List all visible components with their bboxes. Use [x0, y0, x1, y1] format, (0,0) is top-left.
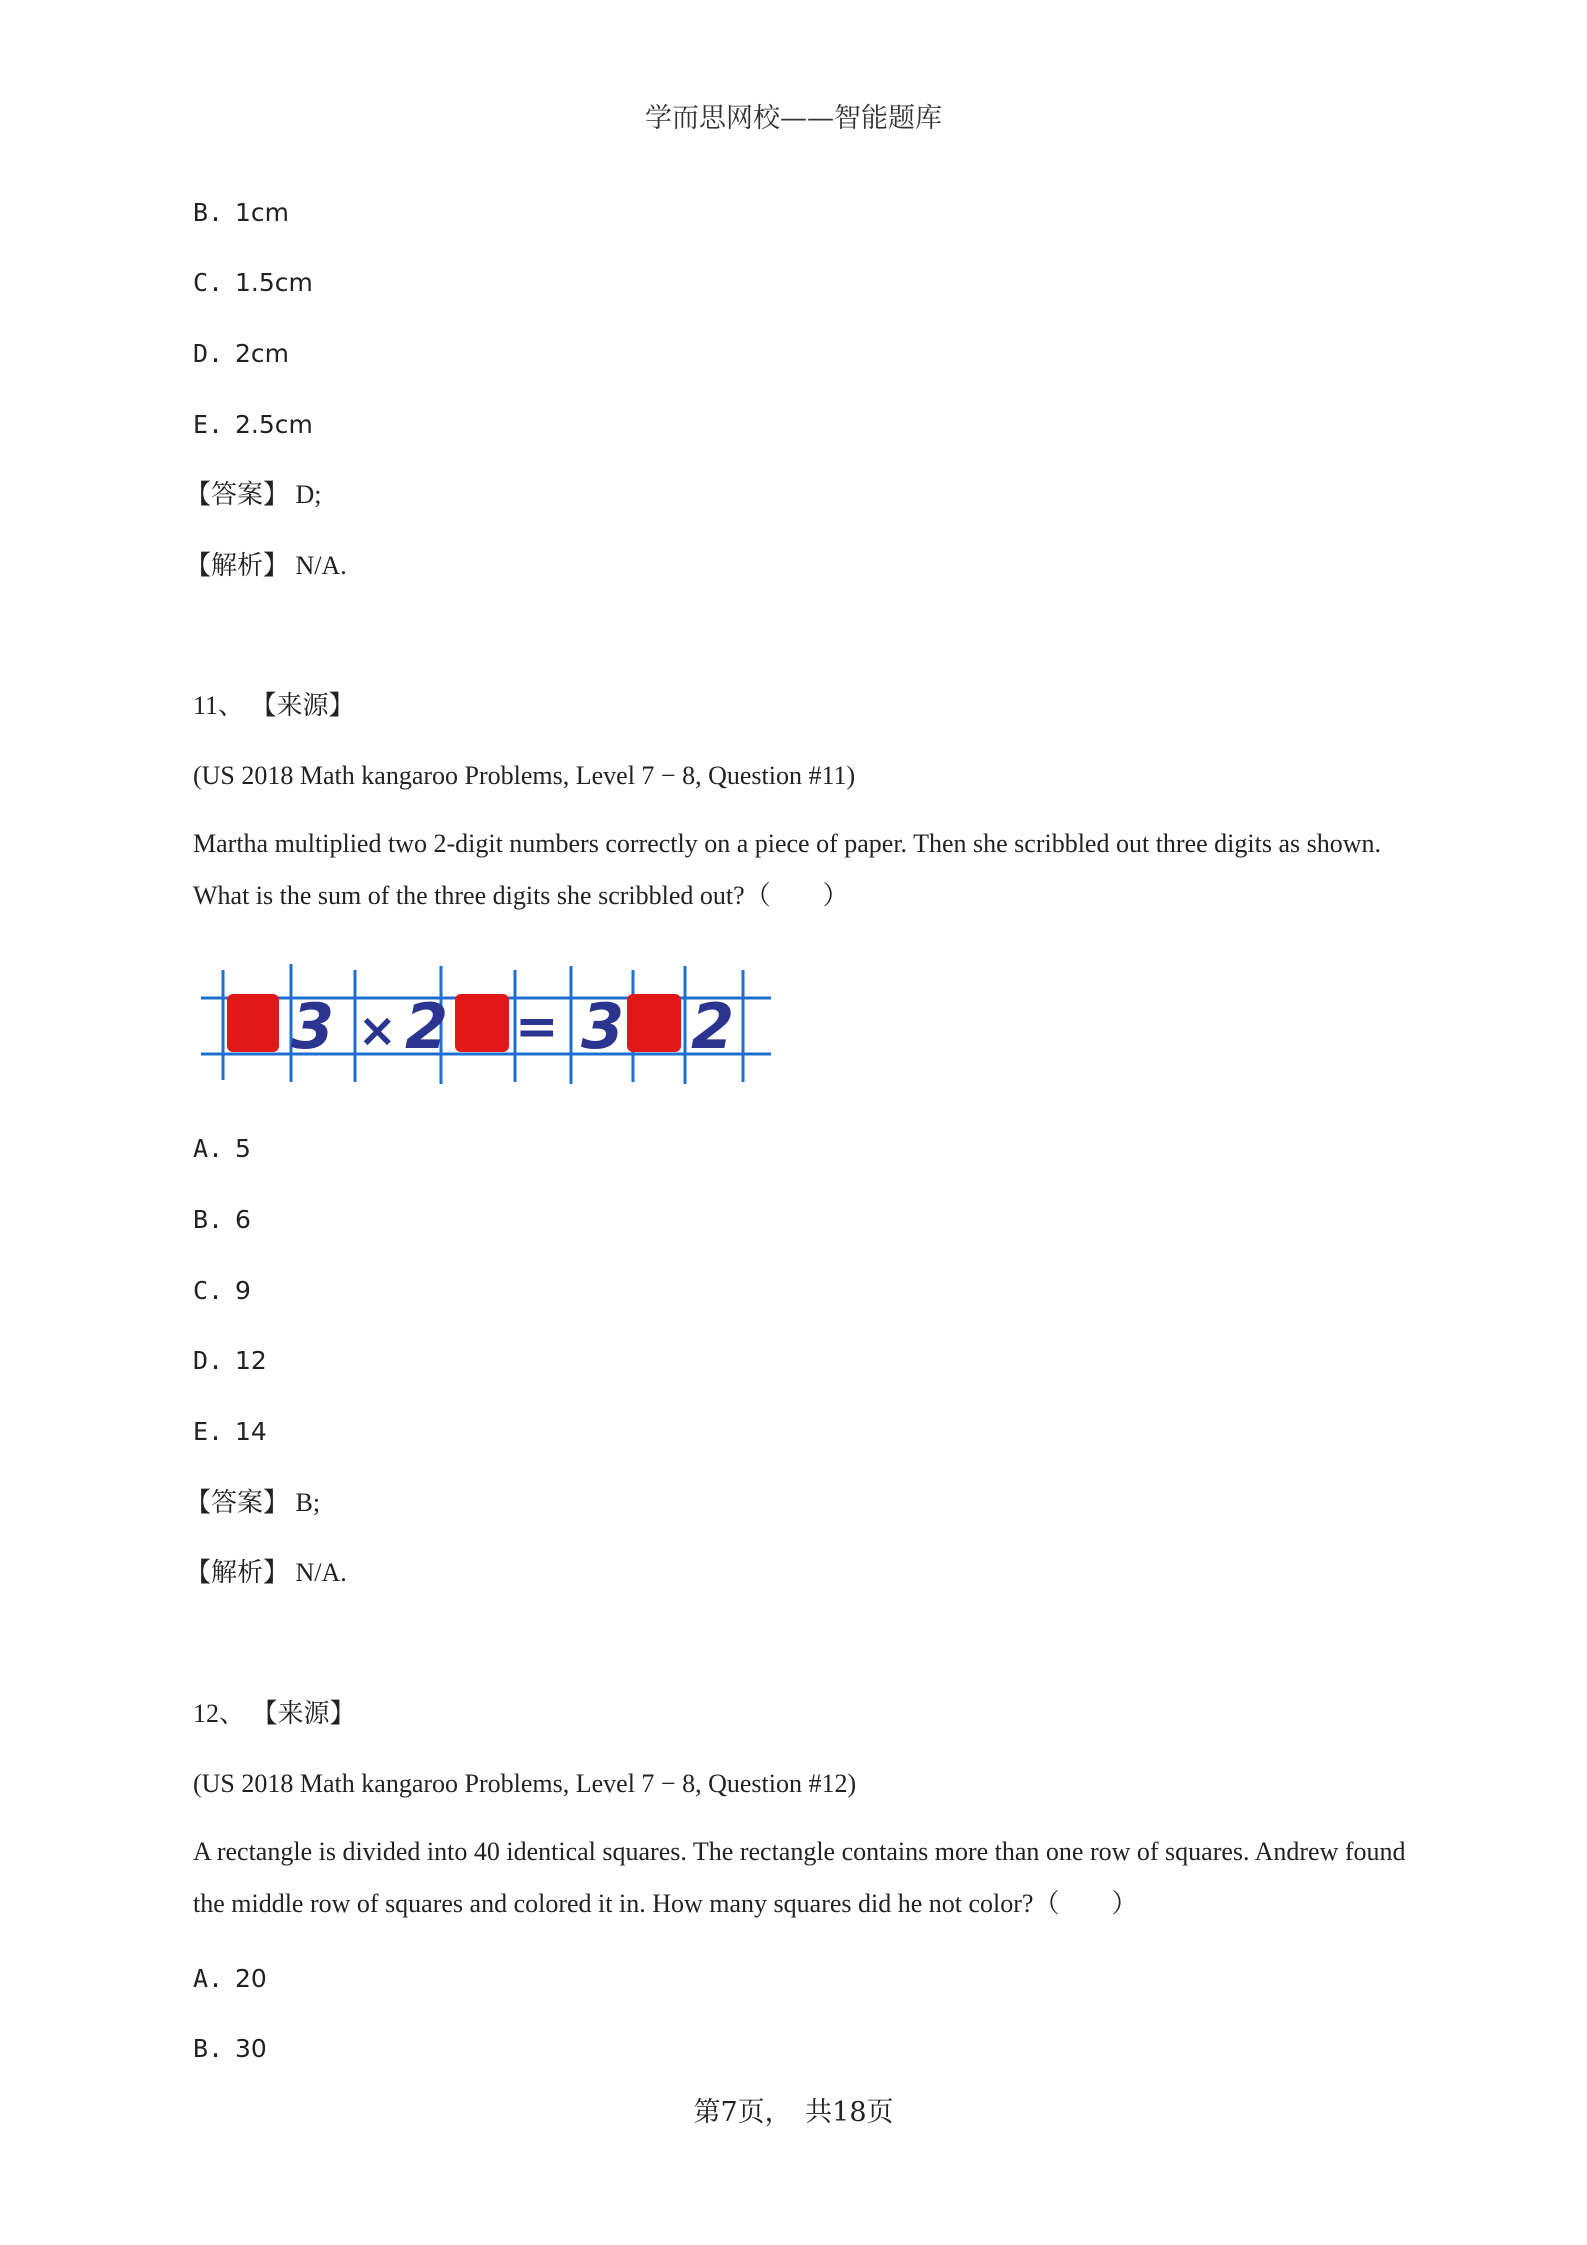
prev-option-e: E. 2.5cm: [193, 410, 313, 439]
q11-option-b: B. 6: [193, 1205, 251, 1234]
equals-sign: =: [515, 997, 559, 1057]
scribble-2: [455, 994, 509, 1052]
page-header: 学而思网校——智能题库: [645, 103, 942, 134]
q12-option-a: A. 20: [193, 1964, 267, 1993]
q11-text: Martha multiplied two 2-digit numbers correctly on a piece of paper. Then she scribbled out three digits as shown. What is the sum of the three digits she scribbled out?（ ）: [193, 829, 1382, 910]
digit-2-a: 2: [405, 990, 449, 1063]
q11-option-a: A. 5: [193, 1134, 251, 1163]
q11-source: (US 2018 Math kangaroo Problems, Level 7 − 8, Question #11): [193, 761, 856, 790]
q11-option-e: E. 14: [193, 1417, 267, 1446]
q12-option-b: B. 30: [193, 2034, 267, 2063]
q11-multiplication-figure: [193, 960, 773, 1090]
scribble-1: [227, 994, 279, 1052]
prev-analysis: 【解析】 N/A.: [185, 551, 347, 580]
digit-2-b: 2: [691, 990, 735, 1063]
q11-option-d: D. 12: [193, 1346, 267, 1375]
prev-option-d: D. 2cm: [193, 339, 290, 368]
prev-answer: 【答案】 D;: [185, 480, 322, 509]
prev-option-b: B. 1cm: [193, 198, 290, 227]
q12-heading: 12、 【来源】: [193, 1699, 356, 1728]
q12-source: (US 2018 Math kangaroo Problems, Level 7 − 8, Question #12): [193, 1769, 857, 1798]
digit-3-a: 3: [291, 990, 335, 1063]
digit-3-b: 3: [581, 990, 625, 1063]
q11-option-c: C. 9: [193, 1276, 251, 1305]
page-footer: 第7页， 共18页: [693, 2097, 894, 2128]
q11-answer: 【答案】 B;: [185, 1488, 321, 1517]
times-sign: ×: [358, 1003, 397, 1057]
q11-heading: 11、 【来源】: [193, 691, 355, 720]
q12-text: A rectangle is divided into 40 identical squares. The rectangle contains more than one row of squares. Andrew found the middle row of squares and colored it in. How many squares did he not color?（ ）: [193, 1837, 1406, 1918]
scribble-3: [627, 994, 681, 1052]
q11-analysis: 【解析】 N/A.: [185, 1558, 347, 1587]
prev-option-c: C. 1.5cm: [193, 268, 313, 297]
